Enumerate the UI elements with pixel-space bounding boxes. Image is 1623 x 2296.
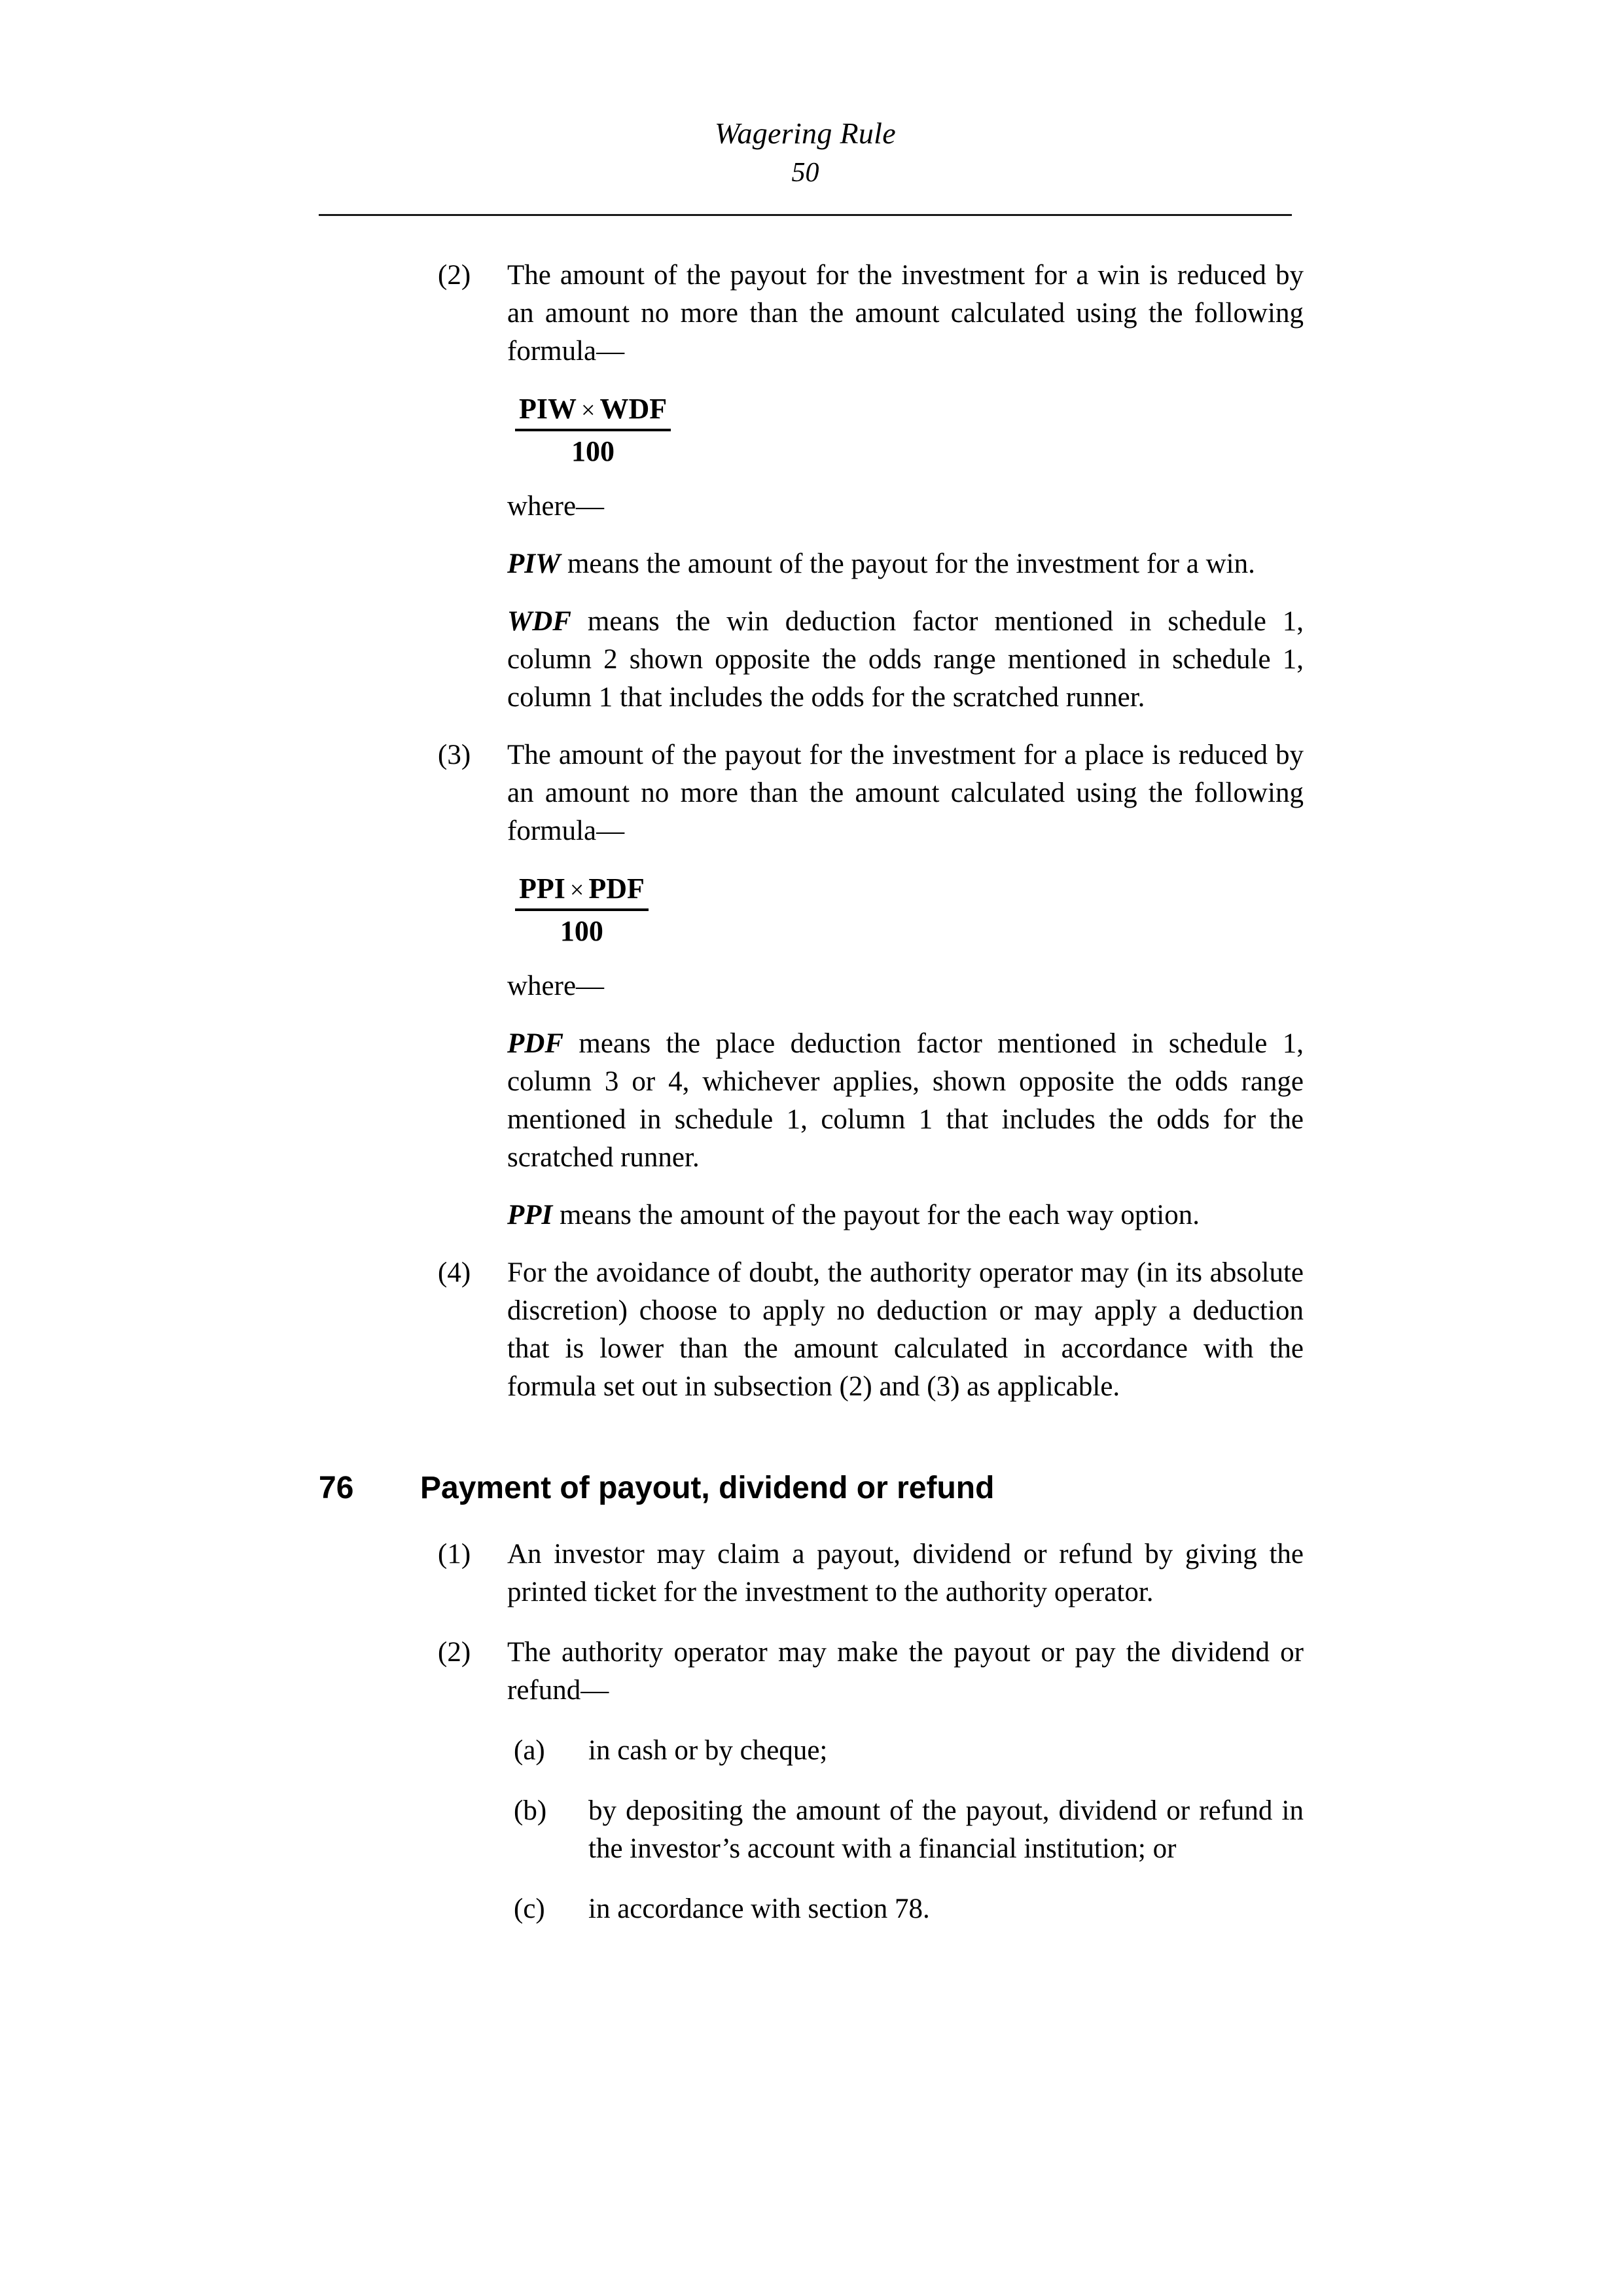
list-item-c-marker: (c) [514, 1893, 545, 1925]
section-76-subsection-1-text: An investor may claim a payout, dividend or refund by giving the printed ticket for the investment to the authority operator. [507, 1539, 1304, 1608]
list-item-a-text: in cash or by cheque; [588, 1735, 828, 1767]
formula-term-ppi: PPI [519, 872, 565, 905]
header-page-number: 50 [791, 157, 819, 188]
subsection-4-marker: (4) [438, 1257, 471, 1289]
multiplication-icon: × [581, 397, 596, 424]
list-item-b-marker: (b) [514, 1795, 547, 1827]
header-divider [319, 214, 1292, 216]
formula-term-piw: PIW [519, 393, 577, 425]
formula-place-deduction [319, 872, 1304, 948]
definition-pdf [319, 1025, 1304, 1177]
definition-wdf-term: WDF [507, 606, 571, 637]
fraction-numerator [515, 393, 671, 431]
subsection-3-marker: (3) [438, 740, 471, 771]
subsection-4 [319, 1254, 1304, 1406]
section-76-subsection-1 [319, 1535, 1304, 1611]
list-item-b-text: by depositing the amount of the payout, dividend or refund in the investor’s account with a financial institution; or [588, 1795, 1304, 1865]
fraction [515, 393, 671, 468]
list-item-a [319, 1732, 1304, 1770]
list-item-b [319, 1792, 1304, 1868]
list-item-c [319, 1890, 1304, 1928]
subsection-4-text: For the avoidance of doubt, the authority operator may (in its absolute discretion) choose to apply no deduction or may apply a deduction that is lower than the amount calculated in accordance with the formula set out in subsection (2) and (3) as applicable. [507, 1257, 1304, 1403]
subsection-2-text: The amount of the payout for the investment for a win is reduced by an amount no more than the amount calculated using the following formula— [507, 260, 1304, 367]
multiplication-icon: × [569, 876, 584, 905]
definition-piw-term: PIW [507, 548, 561, 580]
subsection-2 [319, 257, 1304, 370]
section-76-subsection-2-text: The authority operator may make the payout or pay the dividend or refund— [507, 1637, 1304, 1706]
section-76-title: Payment of payout, dividend or refund [420, 1471, 995, 1506]
where-label-1: where— [507, 491, 605, 522]
formula-win-deduction [319, 393, 1304, 468]
definition-piw-text: means the amount of the payout for the investment for a win. [560, 548, 1255, 580]
formula-term-pdf: PDF [588, 872, 645, 905]
header-title: Wagering Rule [715, 117, 896, 150]
definition-wdf-text: means the win deduction factor mentioned in schedule 1, column 2 shown opposite the odds range mentioned in schedule 1, column 1 that includes the odds for the scratched runner. [507, 606, 1304, 713]
definition-ppi-text: means the amount of the payout for the each way option. [552, 1200, 1200, 1231]
where-label-2: where— [507, 971, 605, 1002]
subsection-3 [319, 736, 1304, 850]
definition-ppi-term: PPI [507, 1200, 553, 1231]
definition-wdf [319, 603, 1304, 717]
fraction-numerator [515, 872, 649, 911]
definition-pdf-term: PDF [507, 1028, 563, 1060]
definition-pdf-text: means the place deduction factor mentioned in schedule 1, column 3 or 4, whichever applies, shown opposite the odds range mentioned in schedule 1, column 1 that includes the odds for the scratched runner. [507, 1028, 1304, 1174]
section-76-subsection-1-marker: (1) [438, 1539, 471, 1570]
section-76-subsection-2-marker: (2) [438, 1637, 471, 1668]
definition-piw [319, 545, 1304, 583]
subsection-2-marker: (2) [438, 260, 471, 291]
running-header [319, 115, 1292, 190]
fraction [515, 872, 649, 948]
fraction-denominator: 100 [560, 914, 603, 947]
document-body [319, 257, 1304, 1950]
formula-term-wdf: WDF [599, 393, 668, 425]
section-76-subsection-2 [319, 1634, 1304, 1710]
definition-ppi [319, 1196, 1304, 1234]
section-76-heading [319, 1469, 1304, 1508]
fraction-denominator: 100 [571, 435, 615, 467]
list-item-a-marker: (a) [514, 1735, 545, 1767]
list-item-c-text: in accordance with section 78. [588, 1893, 930, 1925]
section-76-number: 76 [319, 1471, 354, 1506]
subsection-3-text: The amount of the payout for the investment for a place is reduced by an amount no more than the amount calculated using the following formula— [507, 740, 1304, 847]
